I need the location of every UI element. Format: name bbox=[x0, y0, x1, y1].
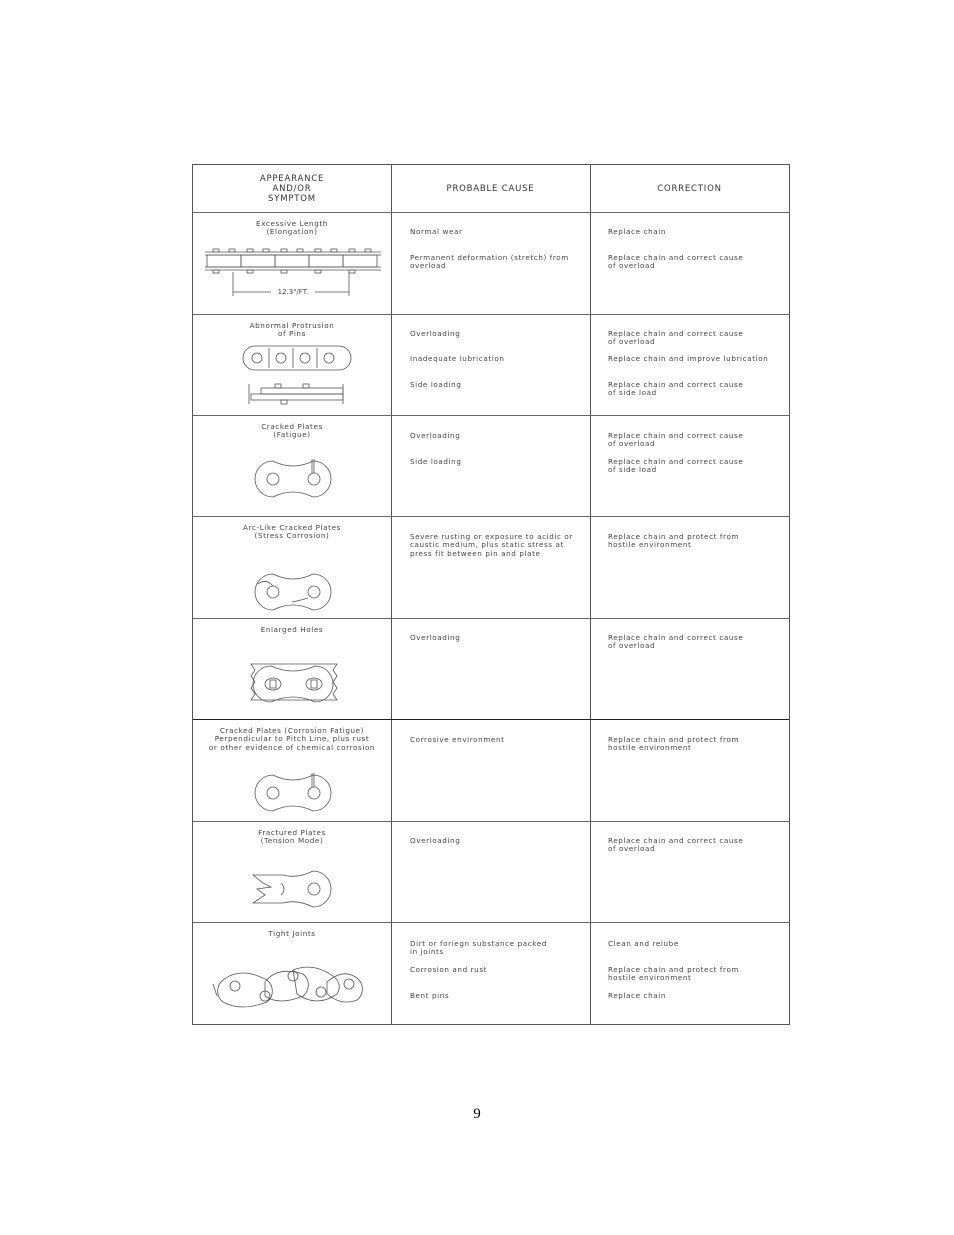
table-row bbox=[193, 922, 789, 1026]
table-row bbox=[193, 821, 789, 922]
header-appearance-text: APPEARANCE AND/OR SYMPTOM bbox=[259, 173, 325, 204]
correction-text: Replace chain and protect from hostile environment bbox=[608, 532, 740, 550]
correction-text: Replace chain and protect from hostile environment bbox=[608, 735, 740, 753]
header-cause bbox=[391, 165, 590, 212]
cause-text: Severe rusting or exposure to acidic or caustic medium, plus static stress at press fit between pin and plate bbox=[410, 532, 573, 558]
cause-text: Permanent deformation (stretch) from overload bbox=[410, 253, 569, 271]
table-row bbox=[193, 719, 789, 821]
table-row bbox=[193, 516, 789, 618]
cause-text: Normal wear bbox=[410, 227, 463, 236]
protruding-pins-figure bbox=[193, 344, 391, 410]
elongation-dimension-label: 12.3"/FT. bbox=[277, 288, 309, 296]
correction-text: Replace chain bbox=[608, 227, 666, 236]
tight-joints-chain-figure bbox=[193, 962, 391, 1022]
correction-text: Replace chain and correct cause of overload bbox=[608, 431, 744, 449]
fractured-plate-figure bbox=[193, 865, 391, 913]
header-appearance bbox=[193, 165, 391, 212]
elongated-chain-figure bbox=[193, 242, 391, 302]
symptom-label: Cracked Plates (Fatigue) bbox=[261, 422, 323, 440]
correction-text: Replace chain and correct cause of overload bbox=[608, 329, 744, 347]
symptom-label: Abnormal Protrusion of Pins bbox=[249, 321, 335, 339]
stress-corrosion-plate-figure bbox=[193, 568, 391, 616]
cause-text: Overloading bbox=[410, 431, 461, 440]
header-cause-text: PROBABLE CAUSE bbox=[446, 183, 535, 194]
cause-text: Side loading bbox=[410, 457, 462, 466]
correction-text: Replace chain and correct cause of overload bbox=[608, 836, 744, 854]
cause-text: Corrosion and rust bbox=[410, 965, 488, 974]
table-row bbox=[193, 415, 789, 516]
symptom-label: Enlarged Holes bbox=[260, 625, 324, 634]
header-correction-text: CORRECTION bbox=[657, 183, 722, 194]
symptom-label: Tight Joints bbox=[268, 929, 316, 938]
symptom-label: Fractured Plates (Tension Mode) bbox=[258, 828, 326, 846]
header-correction bbox=[590, 165, 789, 212]
symptom-label: Arc-Like Cracked Plates (Stress Corrosion) bbox=[243, 523, 341, 541]
corrosion-fatigue-plate-figure bbox=[193, 769, 391, 815]
correction-text: Replace chain and improve lubrication bbox=[608, 354, 769, 363]
cause-text: Dirt or foriegn substance packed in joints bbox=[410, 939, 547, 957]
correction-text: Replace chain and correct cause of side load bbox=[608, 457, 744, 475]
enlarged-holes-figure bbox=[193, 658, 391, 708]
cause-text: Overloading bbox=[410, 836, 461, 845]
troubleshooting-table bbox=[192, 164, 790, 1025]
cause-text: Overloading bbox=[410, 633, 461, 642]
table-row bbox=[193, 212, 789, 314]
cause-text: Overloading bbox=[410, 329, 461, 338]
correction-text: Replace chain and correct cause of side load bbox=[608, 380, 744, 398]
cause-text: Corrosive environment bbox=[410, 735, 505, 744]
correction-text: Clean and relube bbox=[608, 939, 679, 948]
correction-text: Replace chain and protect from hostile environment bbox=[608, 965, 740, 983]
table-row bbox=[193, 618, 789, 719]
page-number: 9 bbox=[473, 1106, 481, 1122]
cause-text: Bent pins bbox=[410, 991, 450, 1000]
correction-text: Replace chain and correct cause of overload bbox=[608, 633, 744, 651]
table-row bbox=[193, 314, 789, 415]
correction-text: Replace chain bbox=[608, 991, 666, 1000]
correction-text: Replace chain and correct cause of overload bbox=[608, 253, 744, 271]
symptom-label: Excessive Length (Elongation) bbox=[256, 219, 328, 237]
symptom-label: Cracked Plates (Corrosion Fatigue) Perpendicular to Pitch Line, plus rust or other evidence of chemical corrosion bbox=[208, 726, 376, 752]
cause-text: Side loading bbox=[410, 380, 462, 389]
fatigue-crack-plate-figure bbox=[193, 453, 391, 503]
cause-text: Inadequate lubrication bbox=[410, 354, 505, 363]
